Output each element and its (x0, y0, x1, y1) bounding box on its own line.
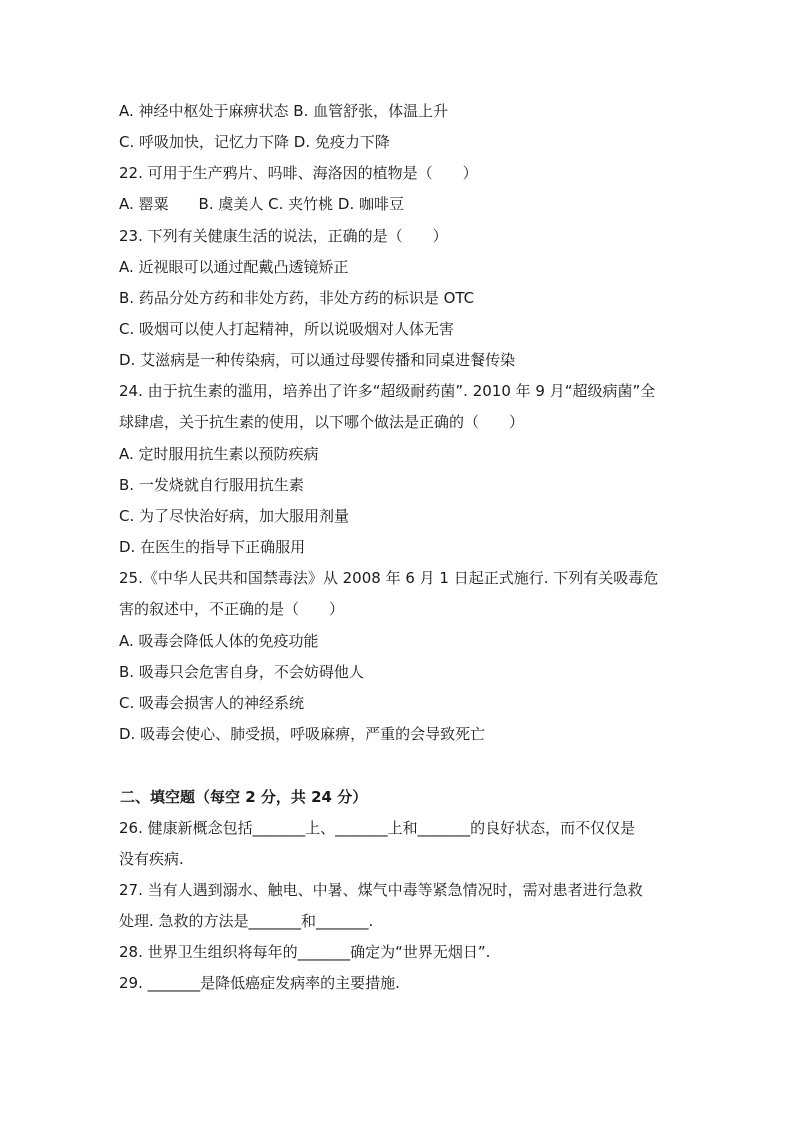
q28: 28. 世界卫生组织将每年的_______确定为“世界无烟日”. (119, 943, 491, 961)
q24-option-b: B. 一发烧就自行服用抗生素 (119, 476, 304, 494)
q29: 29. _______是降低癌症发病率的主要措施. (119, 974, 400, 992)
q27-line1: 27. 当有人遇到溺水、触电、中暑、煤气中毒等紧急情况时，需对患者进行急救 (119, 881, 643, 899)
section-heading: 二、填空题（每空 2 分，共 24 分） (120, 788, 368, 806)
q23-option-d: D. 艾滋病是一种传染病，可以通过母婴传播和同桌进餐传染 (119, 351, 516, 369)
q25-stem-line1: 25.《中华人民共和国禁毒法》从 2008 年 6 月 1 日起正式施行. 下列有关吸毒危 (119, 569, 659, 587)
q24-stem-line2: 球肆虐，关于抗生素的使用，以下哪个做法是正确的（ ） (119, 413, 525, 431)
q23-option-a: A. 近视眼可以通过配戴凸透镜矫正 (119, 258, 349, 276)
q24-option-d: D. 在医生的指导下正确服用 (119, 538, 306, 556)
q25-option-a: A. 吸毒会降低人体的免疫功能 (119, 632, 319, 650)
q25-option-c: C. 吸毒会损害人的神经系统 (119, 694, 305, 712)
q24-stem-line1: 24. 由于抗生素的滥用，培养出了许多“超级耐药菌”. 2010 年 9 月“超级病菌”全 (119, 382, 656, 400)
q23-option-b: B. 药品分处方药和非处方药，非处方药的标识是 OTC (119, 289, 475, 307)
q26-line2: 没有疾病. (119, 850, 184, 868)
q22-stem: 22. 可用于生产鸦片、吗啡、海洛因的植物是（ ） (119, 164, 478, 182)
q24-option-a: A. 定时服用抗生素以预防疾病 (119, 445, 319, 463)
q22-options: A. 罂粟 B. 虞美人 C. 夹竹桃 D. 咖啡豆 (119, 195, 404, 213)
q21-options-ab: A. 神经中枢处于麻痹状态 B. 血管舒张，体温上升 (119, 102, 449, 120)
q24-option-c: C. 为了尽快治好病，加大服用剂量 (119, 507, 350, 525)
q26-line1: 26. 健康新概念包括_______上、_______上和_______的良好状态，而不仅仅是 (119, 819, 636, 837)
q23-option-c: C. 吸烟可以使人打起精神，所以说吸烟对人体无害 (119, 320, 455, 338)
q27-line2: 处理. 急救的方法是_______和_______. (119, 912, 374, 930)
q23-stem: 23. 下列有关健康生活的说法，正确的是（ ） (119, 227, 448, 245)
q21-options-cd: C. 呼吸加快，记忆力下降 D. 免疫力下降 (119, 133, 390, 151)
q25-option-b: B. 吸毒只会危害自身，不会妨碍他人 (119, 663, 364, 681)
q25-option-d: D. 吸毒会使心、肺受损，呼吸麻痹，严重的会导致死亡 (119, 725, 486, 743)
q25-stem-line2: 害的叙述中，不正确的是（ ） (119, 600, 345, 618)
